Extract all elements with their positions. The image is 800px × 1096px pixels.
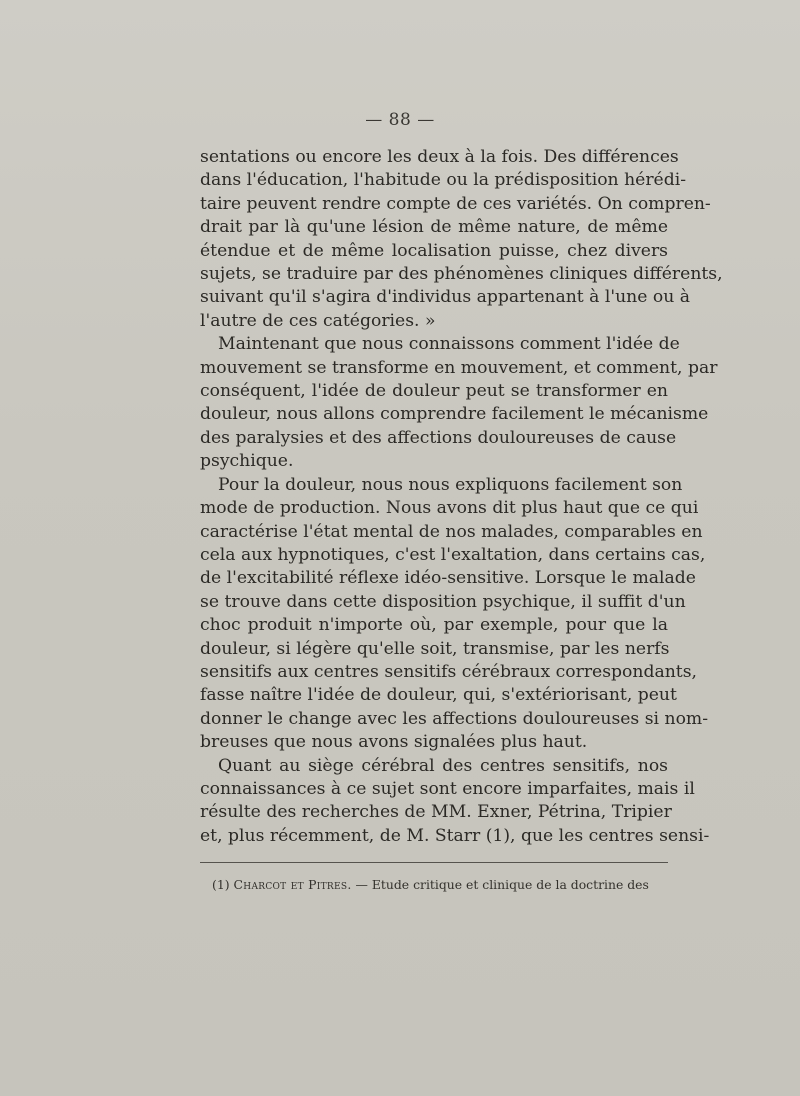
text-line: résulte des recherches de MM. Exner, Pétrina, Tripier — [200, 802, 672, 823]
text-line: se trouve dans cette disposition psychique, il suffit d'un — [200, 591, 686, 612]
text-line: sentations ou encore les deux à la fois. Des différences — [200, 147, 679, 167]
text-line: l'autre de ces catégories. » — [200, 310, 436, 331]
paragraph-start: Maintenant que nous connaissons comment l'idée de — [218, 334, 680, 355]
text-line: donner le change avec les affections douloureuses si nom- — [200, 708, 709, 729]
page-number: — 88 — — [365, 110, 435, 130]
text-line: et, plus récemment, de M. Starr (1), que les centres sensi- — [200, 825, 710, 846]
text-line: mode de production. Nous avons dit plus haut que ce qui — [200, 498, 699, 519]
footnote-text: — Etude critique et clinique de la doctrine des — [355, 877, 649, 892]
text-line: de l'excitabilité réflexe idéo-sensitive. Lorsque le malade — [200, 568, 696, 589]
text-line: drait par là qu'une lésion de même nature, de même — [200, 217, 668, 238]
text-line: sensitifs aux centres sensitifs cérébraux correspondants, — [200, 661, 697, 682]
footnote-divider — [200, 862, 668, 863]
text-line: douleur, si légère qu'elle soit, transmise, par les nerfs — [200, 638, 670, 659]
text-line: dans l'éducation, l'habitude ou la prédisposition hérédi- — [200, 170, 687, 191]
text-line: des paralysies et des affections douloureuses de cause — [200, 427, 677, 448]
footnote-marker: (1) — [212, 877, 230, 892]
text-line: psychique. — [200, 451, 294, 472]
footnote — [212, 877, 668, 893]
text-line: cela aux hypnotiques, c'est l'exaltation, dans certains cas, — [200, 544, 706, 565]
text-line: mouvement se transforme en mouvement, et comment, par — [200, 357, 718, 378]
paragraph-start: Pour la douleur, nous nous expliquons facilement son — [218, 474, 683, 495]
text-line: taire peuvent rendre compte de ces variétés. On compren- — [200, 193, 711, 214]
text-line: conséquent, l'idée de douleur peut se transformer en — [200, 381, 668, 402]
footnote-authors: Charcot et Pitres. — [233, 877, 352, 892]
body-text — [200, 146, 723, 848]
text-line: étendue et de même localisation puisse, chez divers — [200, 240, 668, 261]
text-line: fasse naître l'idée de douleur, qui, s'extériorisant, peut — [200, 685, 677, 706]
paragraph-start: Quant au siège cérébral des centres sensitifs, nos — [218, 755, 668, 776]
text-line: sujets, se traduire par des phénomènes cliniques différents, — [200, 264, 723, 285]
text-line: choc produit n'importe où, par exemple, pour que la — [200, 615, 668, 636]
text-line: caractérise l'état mental de nos malades, comparables en — [200, 521, 703, 542]
text-line: douleur, nous allons comprendre facilement le mécanisme — [200, 404, 709, 425]
text-line: breuses que nous avons signalées plus haut. — [200, 732, 588, 753]
text-line: suivant qu'il s'agira d'individus appartenant à l'une ou à — [200, 287, 690, 308]
text-line: connaissances à ce sujet sont encore imparfaites, mais il — [200, 778, 695, 799]
